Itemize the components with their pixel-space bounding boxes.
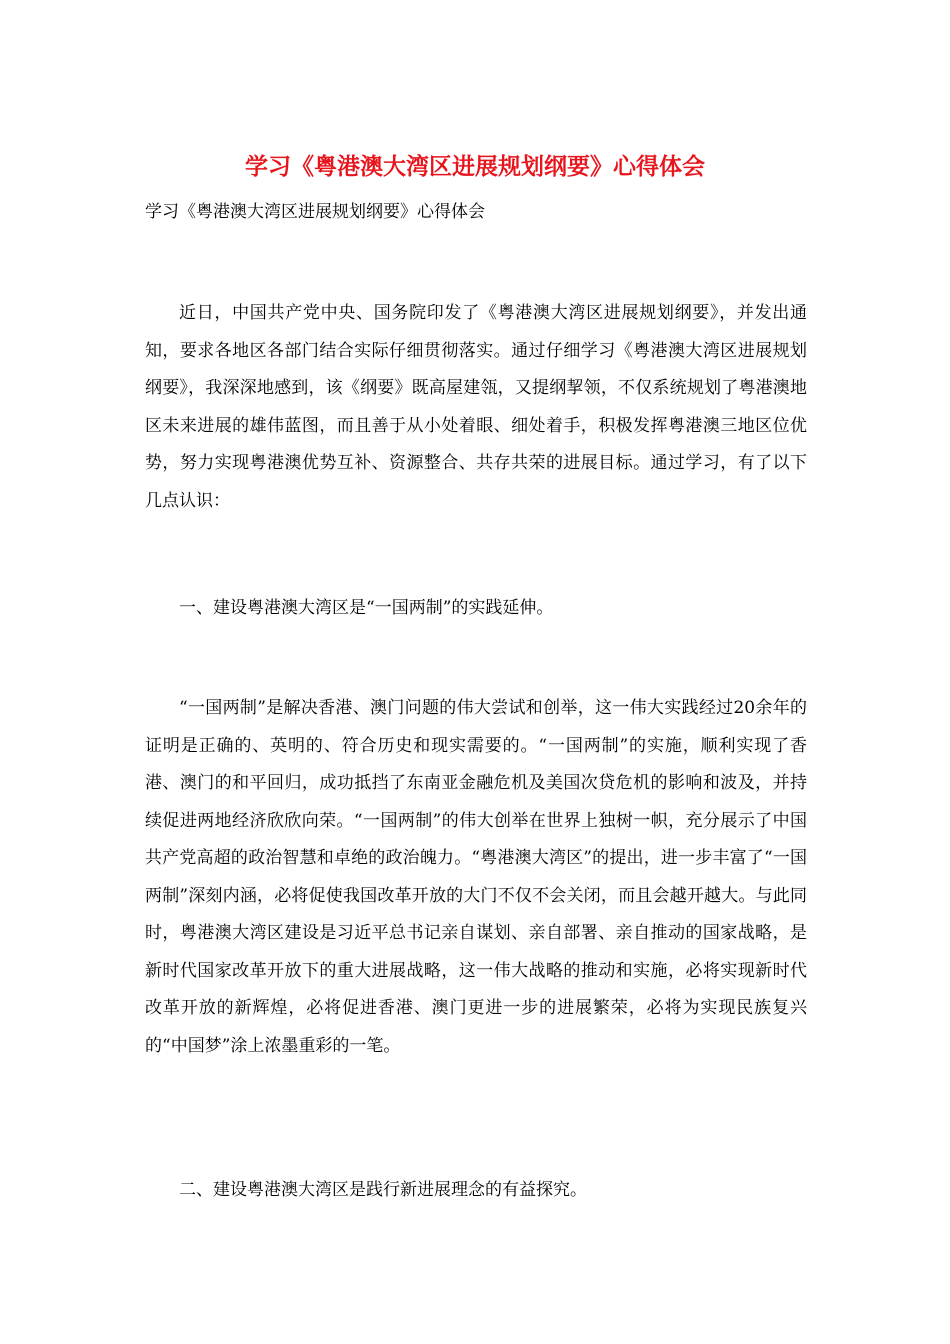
document-title: 学习《粤港澳大湾区进展规划纲要》心得体会 [245, 153, 705, 180]
paragraph-section-1: “一国两制”是解决香港、澳门问题的伟大尝试和创举，这一伟大实践经过20余年的证明是正确的、英明的、符合历史和现实需要的。“一国两制”的实施，顺利实现了香港、澳门的和平回归，成功抵挡了东南亚金融危机及美国次贷危机的影响和波及，并持续促进两地经济欣欣向荣。“一国两制”的伟大创举在世界上独树一帜，充分展示了中国共产党高超的政治智慧和卓绝的政治魄力。“粤港澳大湾区”的提出，进一步丰富了“一国两制”深刻内涵，必将促使我国改革开放的大门不仅不会关闭，而且会越开越大。与此同时，粤港澳大湾区建设是习近平总书记亲自谋划、亲自部署、亲自推动的国家战略，是新时代国家改革开放下的重大进展战略，这一伟大战略的推动和实施，必将实现新时代改革开放的新辉煌，必将促进香港、澳门更进一步的进展繁荣，必将为实现民族复兴的“中国梦”涂上浓墨重彩的一笔。 [145, 698, 807, 1056]
document-subtitle: 学习《粤港澳大湾区进展规划纲要》心得体会 [145, 202, 485, 222]
section-heading-1: 一、建设粤港澳大湾区是“一国两制”的实践延伸。 [179, 598, 554, 618]
paragraph-intro: 近日，中国共产党中央、国务院印发了《粤港澳大湾区进展规划纲要》，并发出通知，要求各地区各部门结合实际仔细贯彻落实。通过仔细学习《粤港澳大湾区进展规划纲要》，我深深地感到，该《纲要》既高屋建瓴，又提纲挈领，不仅系统规划了粤港澳地区未来进展的雄伟蓝图，而且善于从小处着眼、细处着手，积极发挥粤港澳三地区位优势，努力实现粤港澳优势互补、资源整合、共存共荣的进展目标。通过学习，有了以下几点认识： [145, 303, 807, 511]
section-heading-2: 二、建设粤港澳大湾区是践行新进展理念的有益探究。 [179, 1180, 587, 1200]
